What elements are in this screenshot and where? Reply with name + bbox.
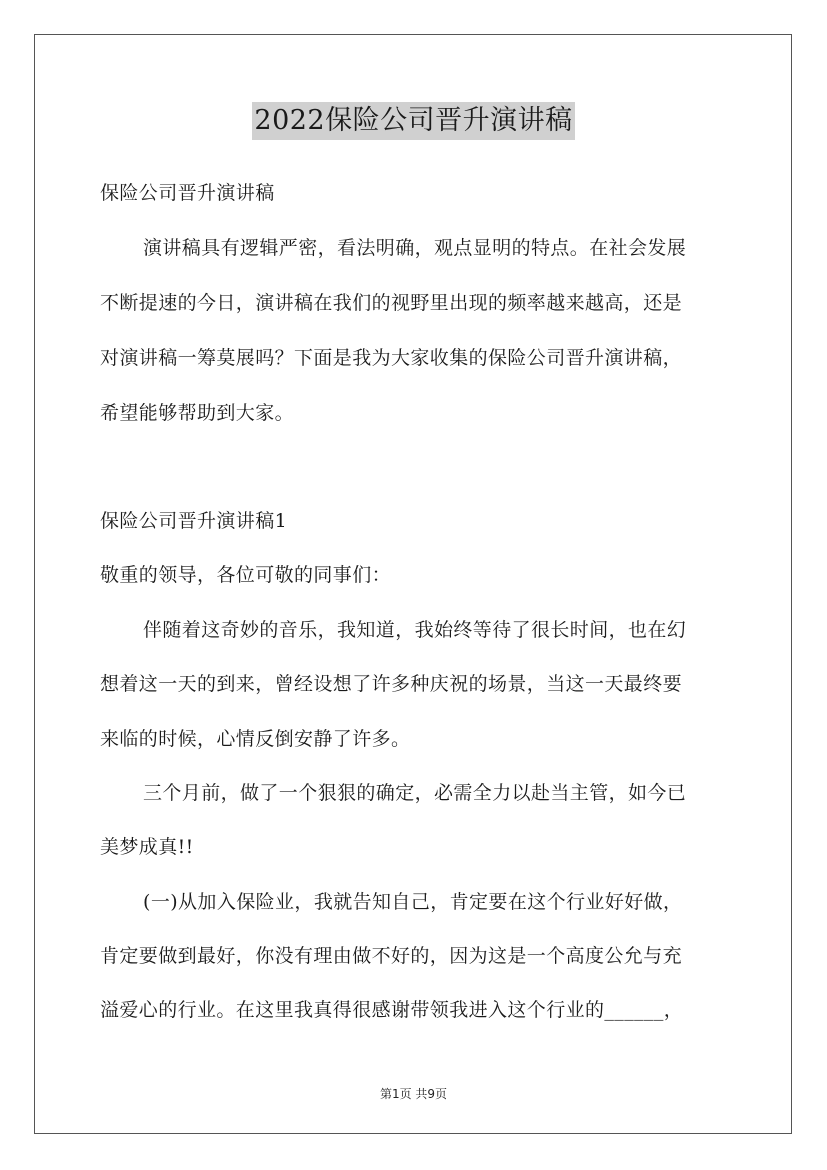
document-title: 2022保险公司晋升演讲稿 xyxy=(252,102,574,140)
paragraph-line: 美梦成真!! xyxy=(100,836,194,858)
salutation-line: 敬重的领导，各位可敬的同事们： xyxy=(100,564,392,586)
paragraph-line: 溢爱心的行业。在这里我真得很感谢带领我进入这个行业的______， xyxy=(100,999,684,1021)
paragraph-line: 来临的时候，心情反倒安静了许多。 xyxy=(100,728,411,750)
paragraph-line: 对演讲稿一筹莫展吗？下面是我为大家收集的保险公司晋升演讲稿， xyxy=(100,347,683,369)
paragraph-line: 想着这一天的到来，曾经设想了许多种庆祝的场景，当这一天最终要 xyxy=(100,673,683,695)
section-heading-speech-1: 保险公司晋升演讲稿1 xyxy=(100,510,288,532)
paragraph-line: 希望能够帮助到大家。 xyxy=(100,402,295,424)
page-number-footer: 第1页 共9页 xyxy=(379,1087,448,1101)
paragraph-line: 肯定要做到最好，你没有理由做不好的，因为这是一个高度公允与充 xyxy=(100,945,683,967)
paragraph-line: 不断提速的今日，演讲稿在我们的视野里出现的频率越来越高，还是 xyxy=(100,292,683,314)
section-heading-intro: 保险公司晋升演讲稿 xyxy=(100,182,275,204)
title-container xyxy=(0,102,827,140)
paragraph-line: 三个月前，做了一个狠狠的确定，必需全力以赴当主管，如今已 xyxy=(143,782,687,804)
paragraph-line: 演讲稿具有逻辑严密，看法明确，观点显明的特点。在社会发展 xyxy=(143,237,687,259)
paragraph-line: (一)从加入保险业，我就告知自己，肯定要在这个行业好好做， xyxy=(143,891,683,913)
paragraph-line: 伴随着这奇妙的音乐，我知道，我始终等待了很长时间，也在幻 xyxy=(143,619,687,641)
